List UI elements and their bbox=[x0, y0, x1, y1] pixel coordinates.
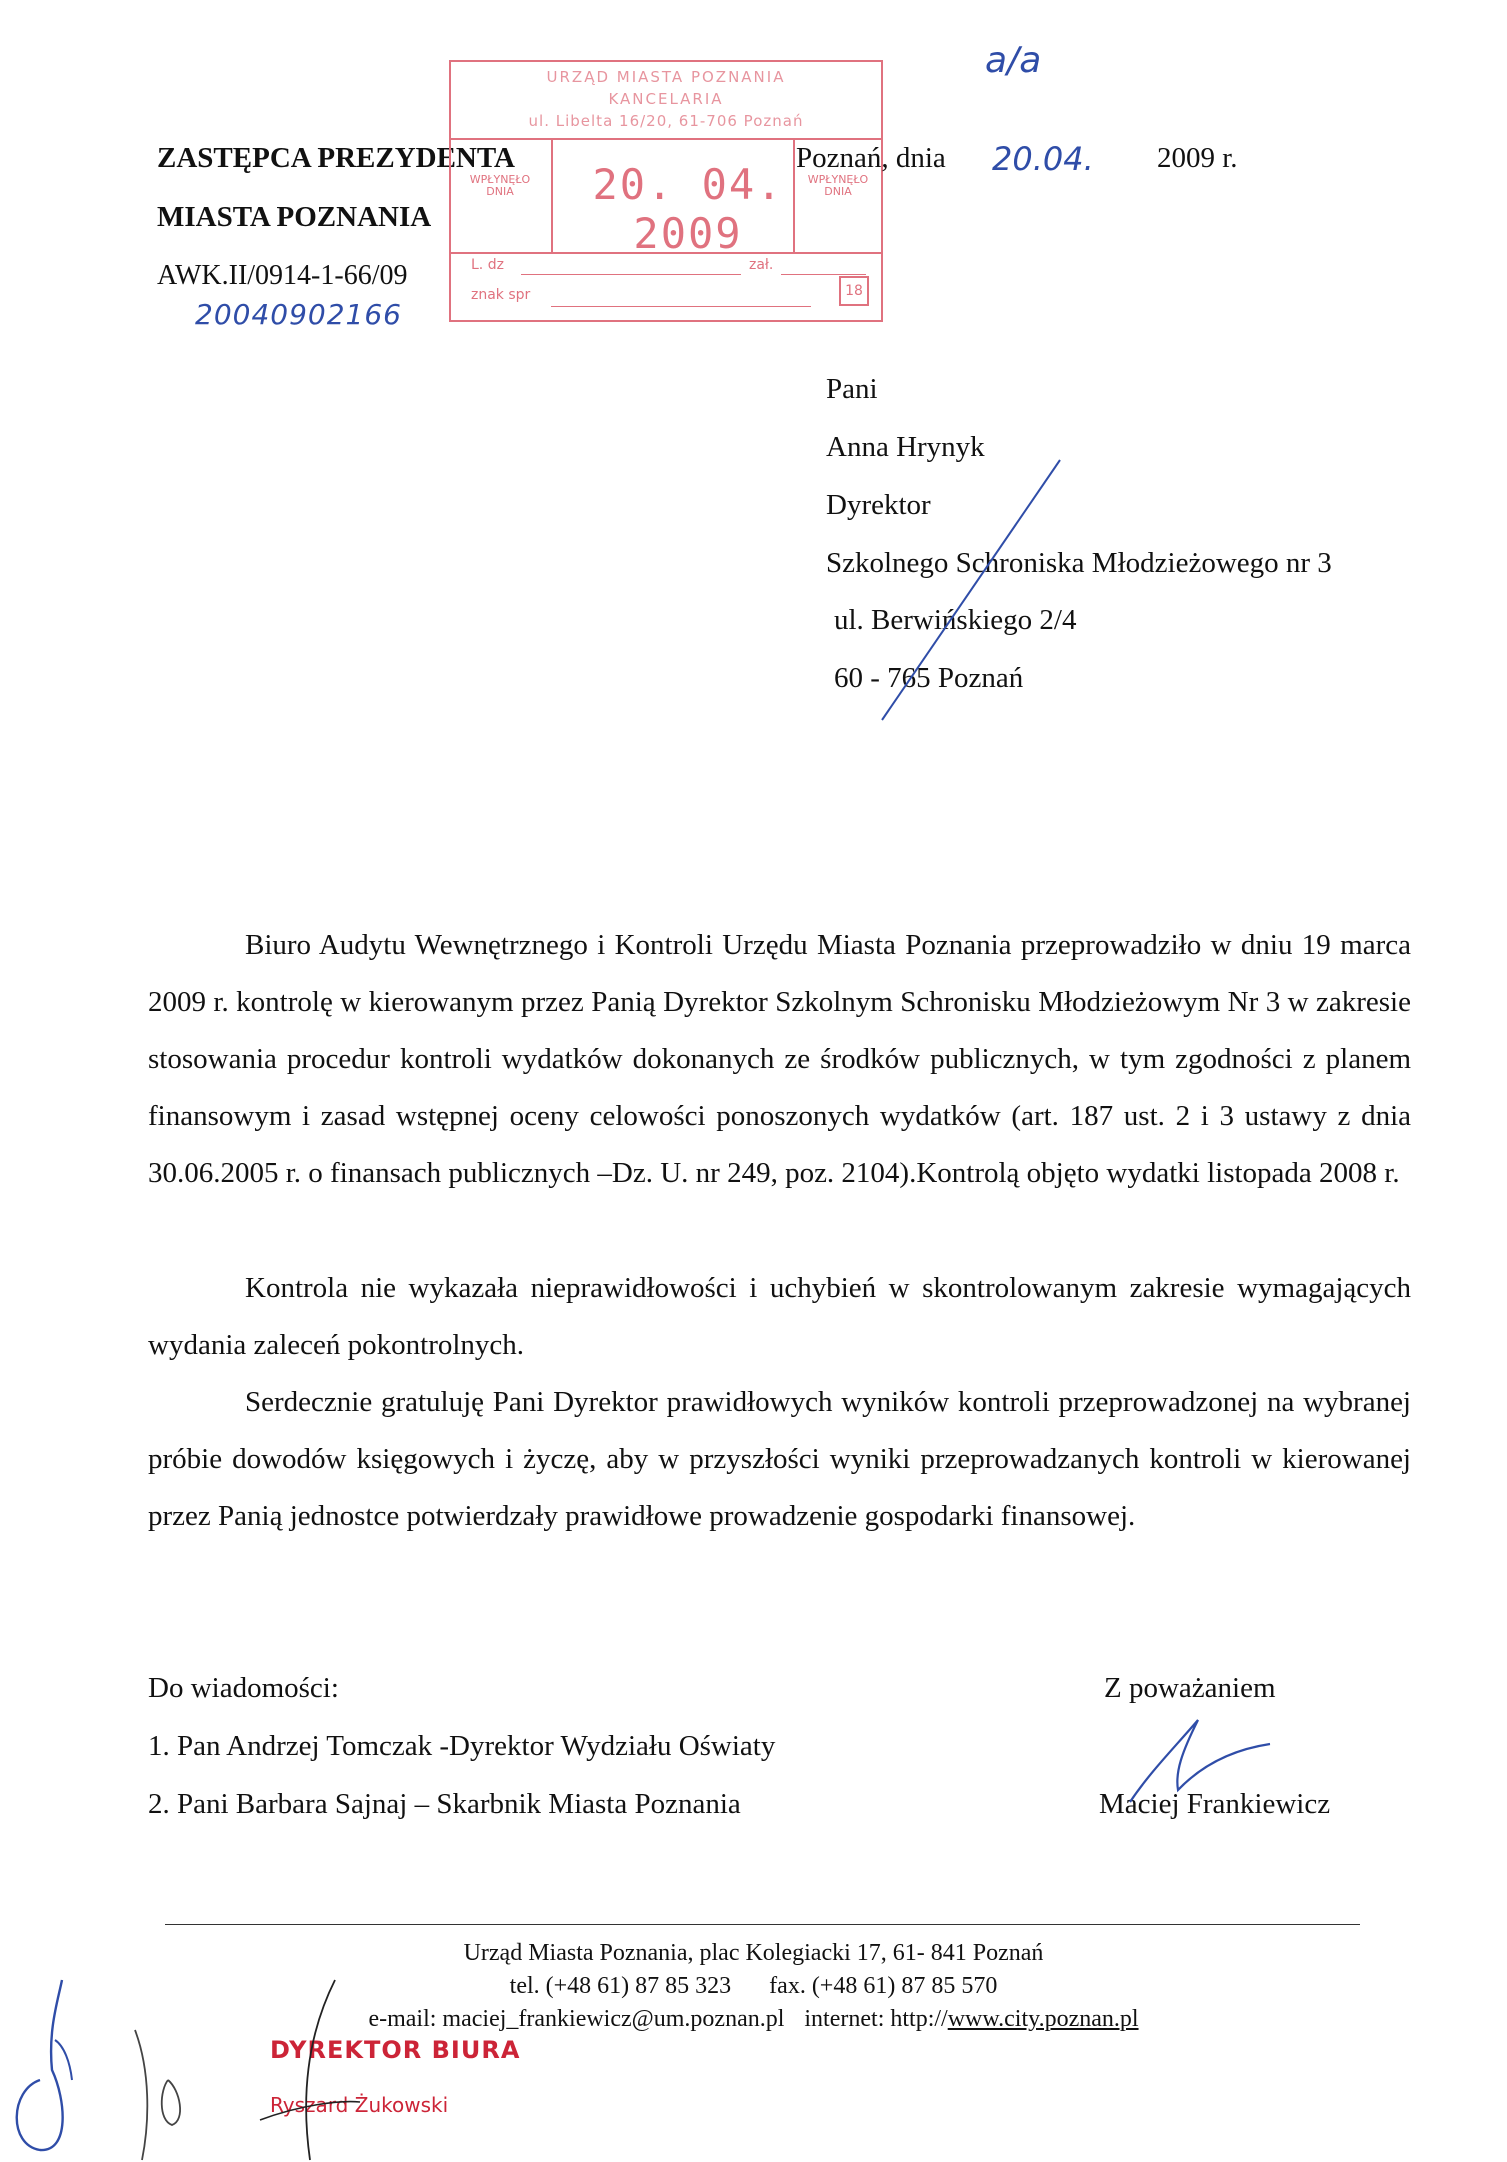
received-stamp bbox=[449, 60, 883, 322]
body-paragraph-1: Biuro Audytu Wewnętrznego i Kontroli Urzędu Miasta Poznania przeprowadziło w dniu 19 marca 2009 r. kontrolę w kierowanym przez Panią Dyrektor Szkolnym Schronisku Młodzieżowym Nr 3 w zakresie stosowania procedur kontroli wydatków dokonanych ze środków publicznych, w tym zgodności z planem finansowym i zasad wstępnej oceny celowości ponoszonych wydatków (art. 187 ust. 2 i 3 ustawy z dnia 30.06.2005 r. o finansach publicznych –Dz. U. nr 249, poz. 2104).Kontrolą objęto wydatki listopada 2008 r. bbox=[148, 929, 1411, 1189]
office-title-line1: ZASTĘPCA PREZYDENTA bbox=[157, 142, 515, 174]
date-year: 2009 r. bbox=[1157, 142, 1238, 174]
director-stamp-name: Ryszard Żukowski bbox=[270, 2093, 449, 2117]
footer-internet-label: internet: http:// bbox=[804, 2006, 948, 2032]
recipient-salutation: Pani bbox=[826, 373, 878, 405]
body-paragraph-3: Serdecznie gratuluję Pani Dyrektor prawidłowych wyników kontroli przeprowadzonej na wybranej próbie dowodów księgowych i życzę, aby w przyszłości wyniki przeprowadzanych kontroli w kierowanej przez Panią jednostce potwierdzały prawidłowe prowadzenie gospodarki finansowej. bbox=[148, 1386, 1411, 1532]
initials-signature-icon bbox=[0, 1970, 420, 2162]
recipient-position: Dyrektor bbox=[826, 489, 931, 521]
stamp-field-line bbox=[551, 306, 811, 307]
handwritten-mark: a/a bbox=[985, 40, 1042, 81]
stamp-line2: KANCELARIA bbox=[608, 90, 724, 108]
stamp-field-line bbox=[781, 274, 866, 275]
cc-item-2: 2. Pani Barbara Sajnaj – Skarbnik Miasta Poznania bbox=[148, 1788, 741, 1820]
recipient-institution: Szkolnego Schroniska Młodzieżowego nr 3 bbox=[826, 547, 1332, 579]
handwritten-date: 20.04. bbox=[992, 140, 1094, 178]
body-paragraph-2: Kontrola nie wykazała nieprawidłowości i uchybień w skontrolowanym zakresie wymagających wydania zaleceń pokontrolnych. bbox=[148, 1272, 1411, 1361]
recipient-city: 60 - 765 Poznań bbox=[834, 662, 1024, 694]
date-place: Poznań, dnia bbox=[796, 142, 946, 174]
footer-divider bbox=[165, 1924, 1360, 1925]
handwritten-registration-number: 20040902166 bbox=[195, 298, 402, 331]
recipient-street: ul. Berwińskiego 2/4 bbox=[834, 604, 1077, 636]
signatory-name: Maciej Frankiewicz bbox=[1099, 1788, 1331, 1820]
footer-tel: tel. (+48 61) 87 85 323 bbox=[509, 1973, 732, 1999]
stamp-line1: URZĄD MIASTA POZNANIA bbox=[546, 68, 786, 86]
office-title-line2: MIASTA POZNANIA bbox=[157, 201, 432, 233]
closing-salutation: Z poważaniem bbox=[1104, 1672, 1276, 1704]
stamp-page-count: 18 bbox=[839, 276, 869, 306]
stamp-received-label-right: WPŁYNĘŁO DNIA bbox=[807, 173, 869, 199]
reference-number: AWK.II/0914-1-66/09 bbox=[157, 260, 408, 291]
stamp-line3: ul. Libelta 16/20, 61-706 Poznań bbox=[528, 112, 804, 130]
stamp-field-attachments: zał. bbox=[749, 257, 774, 273]
stamp-field-case: znak spr bbox=[471, 287, 531, 303]
stamp-received-label: WPŁYNĘŁO DNIA bbox=[469, 173, 531, 199]
stamp-divider bbox=[551, 138, 553, 252]
footer-email: e-mail: maciej_frankiewicz@um.poznan.pl bbox=[368, 2006, 785, 2032]
signature-icon bbox=[1120, 1712, 1280, 1812]
stamp-field-number: L. dz bbox=[471, 257, 504, 273]
stamp-received-date: 20. 04. 2009 bbox=[592, 160, 784, 258]
cc-item-1: 1. Pan Andrzej Tomczak -Dyrektor Wydziału Oświaty bbox=[148, 1730, 776, 1762]
footer-website-link[interactable]: www.city.poznan.pl bbox=[947, 2006, 1139, 2032]
cc-heading: Do wiadomości: bbox=[148, 1672, 339, 1704]
stamp-divider bbox=[451, 252, 881, 254]
director-stamp-title: DYREKTOR BIURA bbox=[270, 2036, 521, 2064]
stamp-field-line bbox=[521, 274, 741, 275]
recipient-name: Anna Hrynyk bbox=[826, 431, 985, 463]
pen-stroke-mark bbox=[870, 450, 1070, 730]
footer-fax: fax. (+48 61) 87 85 570 bbox=[769, 1973, 998, 1999]
stamp-divider bbox=[451, 138, 881, 140]
footer-address: Urząd Miasta Poznania, plac Kolegiacki 17, 61- 841 Poznań bbox=[463, 1940, 1044, 1966]
